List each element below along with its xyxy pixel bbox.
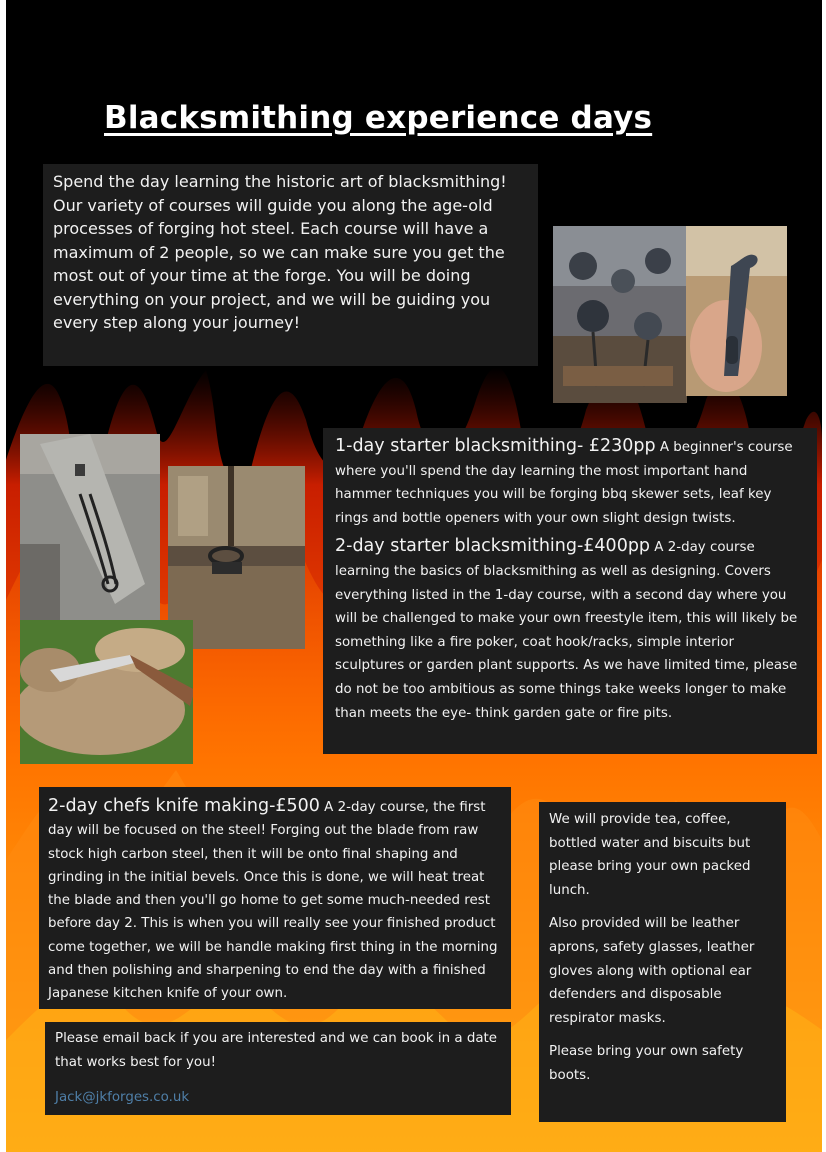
starter-courses-panel <box>323 428 817 754</box>
intro-panel <box>43 164 538 366</box>
course-3-heading: 2-day chefs knife making-£500 <box>48 796 320 816</box>
poster <box>6 0 822 1152</box>
intro-text: Spend the day learning the historic art of blacksmithing! Our variety of courses will guide you along the age-old processes of forging hot steel. Each course will have a maximum of 2 people, so we can make sure you get the most out of your time at the forge. You will be doing everything on your project, and we will be guiding you every step along your journey! <box>53 172 507 332</box>
page-title: Blacksmithing experience days <box>104 100 653 136</box>
provided-boots-note: Please bring your own safety boots. <box>549 1044 744 1083</box>
course-2-heading: 2-day starter blacksmithing-£400pp <box>335 536 651 557</box>
knife-course-panel <box>39 787 511 1009</box>
photo-hand-bottle-opener <box>686 226 787 396</box>
provided-panel <box>539 802 786 1122</box>
course-1-day <box>335 435 807 530</box>
email-link[interactable]: Jack@jkforges.co.uk <box>55 1090 190 1106</box>
contact-panel <box>45 1022 511 1115</box>
course-1-body: A beginner's course where you'll spend the day learning the most important hand hammer techniques you will be forging bbq skewer sets, leaf key rings and bottle openers with your own slight design twists. <box>335 440 793 526</box>
course-2-body: A 2-day course learning the basics of blacksmithing as well as designing. Covers everything listed in the 1-day course, with a second day where you will be challenged to make your own freestyle item, this will likely be something like a fire poker, coat hook/racks, simple interior sculptures or garden plant supports. As we have limited time, please do not be too ambitious as some things take weeks longer to make than meets the eye- think garden gate or fire pits. <box>335 540 798 721</box>
course-2-day <box>335 535 807 725</box>
photo-anvil-skewers <box>20 434 160 620</box>
photo-metal-flowers <box>553 226 687 403</box>
course-1-heading: 1-day starter blacksmithing- £230pp <box>335 436 656 456</box>
provided-refreshments: We will provide tea, coffee, bottled water and biscuits but please bring your own packed lunch. <box>549 812 751 898</box>
contact-text: Please email back if you are interested and we can book in a date that works best for you! <box>55 1031 498 1070</box>
course-3-body: A 2-day course, the first day will be focused on the steel! Forging out the blade from raw stock high carbon steel, then it will be onto final shaping and grinding in the initial bevels. Once this is done, we will heat treat the blade and then you'll go home to get some much-needed rest before day 2. This is when you will really see your finished product come together, we will be handle making first thing in the morning and then polishing and sharpening to end the day with a finished Japanese kitchen knife of your own. <box>48 800 498 1002</box>
provided-equipment: Also provided will be leather aprons, safety glasses, leather gloves along with optional ear defenders and disposable respirator masks. <box>549 916 755 1026</box>
photo-knife-on-log <box>20 620 193 764</box>
